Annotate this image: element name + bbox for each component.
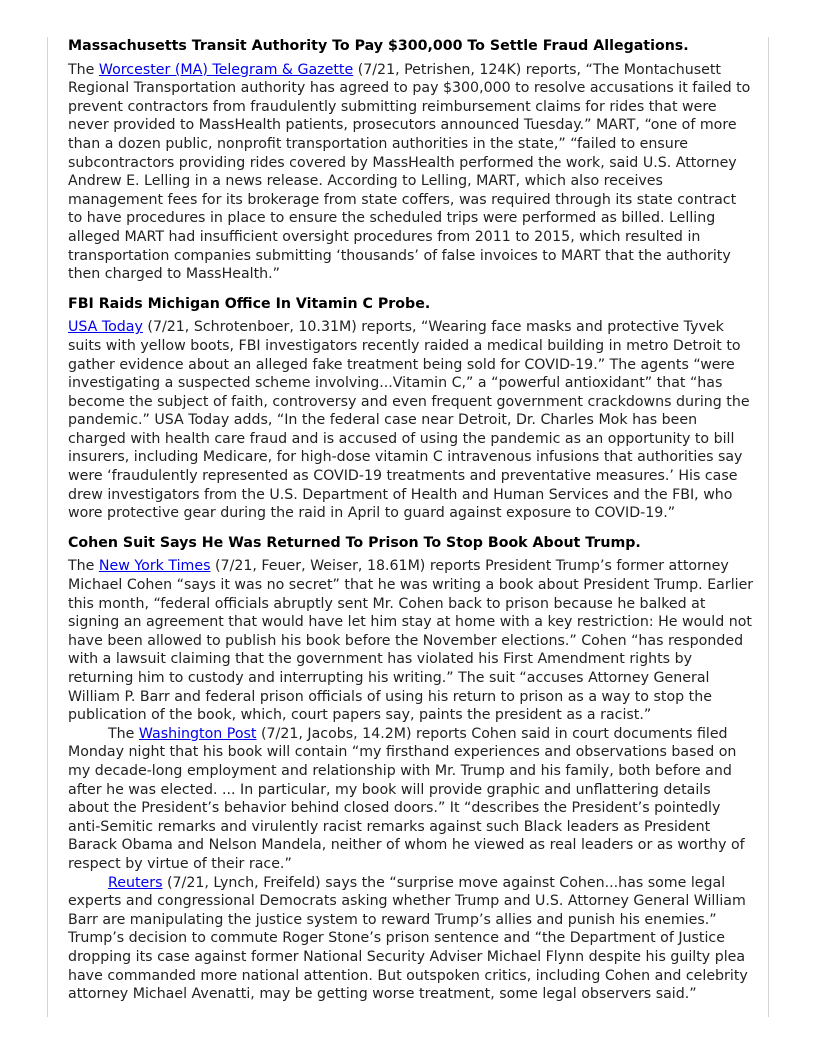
article-headline: Massachusetts Transit Authority To Pay $300,000 To Settle Fraud Allegations. (68, 38, 689, 54)
source-link-worcester-telegram[interactable]: Worcester (MA) Telegram & Gazette (98, 61, 354, 78)
article-fbi-vitamin-c (68, 295, 754, 523)
article-paragraph: The Washington Post (7/21, Jacobs, 14.2M) reports Cohen said in court documents filed Monday night that his book will contain “my firsthand experiences and observations based on my decade-long employment and relationship with Mr. Trump and his family, both before and after he was elected. ... In particular, my book will provide graphic and unflattering details about the President’s behavior behind closed doors.” It “describes the President’s pointedly anti-Semitic remarks and virulently racist remarks against such Black leaders as President Barack Obama and Nelson Mandela, neither of whom he viewed as real leaders or as worthy of respect by virtue of their race.” (68, 725, 745, 872)
source-link-usa-today[interactable]: USA Today (68, 319, 143, 336)
article-headline: Cohen Suit Says He Was Returned To Prison To Stop Book About Trump. (68, 534, 641, 551)
article-mart (68, 37, 754, 284)
article-paragraph: USA Today (7/21, Schrotenboer, 10.31M) reports, “Wearing face masks and protective Tyvek suits with yellow boots, FBI investigators recently raided a medical building in metro Detroit to gather evidence about an alleged fake treatment being sold for COVID-19.” The agents “were investigating a suspected scheme involving...Vitamin C,” a “powerful antioxidant” that “has become the subject of faith, controversy and even frequent government crackdowns during the pandemic.” USA Today adds, “In the federal case near Detroit, Dr. Charles Mok has been charged with health care fraud and is accused of using the pandemic as an opportunity to bill insurers, including Medicare, for high-dose vitamin C intravenous infusions that authorities say were ‘fraudulently represented as COVID-19 treatments and preventative measures.’ His case drew investigators from the U.S. Department of Health and Human Services and the FBI, who wore protective gear during the raid in April to guard against exposure to COVID-19.” (68, 319, 750, 522)
newsletter-content (68, 37, 754, 1015)
article-headline: FBI Raids Michigan Office In Vitamin C Probe. (68, 295, 431, 312)
source-link-reuters[interactable]: Reuters (108, 874, 163, 891)
source-link-new-york-times[interactable]: New York Times (98, 558, 211, 575)
article-cohen-suit (68, 534, 754, 1004)
article-paragraph: The Worcester (MA) Telegram & Gazette (7/21, Petrishen, 124K) reports, “The Montachusett Regional Transportation authority has agreed to pay $300,000 to resolve accusations it failed to prevent contractors from fraudulently submitting reimbursement claims for rides that were never provided to MassHealth patients, prosecutors announced Tuesday.” MART, “one of more than a dozen public, nonprofit transportation authorities in the state,” “failed to ensure subcontractors providing rides covered by MassHealth performed the work, said U.S. Attorney Andrew E. Lelling in a news release. According to Lelling, MART, which also receives management fees for its brokerage from state coffers, was required through its state contract to have procedures in place to ensure the scheduled trips were performed as billed. Lelling alleged MART had insufficient oversight procedures from 2011 to 2015, which resulted in transportation companies submitting ‘thousands’ of false invoices to MART that the authority then charged to MassHealth.” (68, 61, 751, 283)
source-link-washington-post[interactable]: Washington Post (138, 725, 257, 742)
article-paragraph: Reuters (7/21, Lynch, Freifeld) says the “surprise move against Cohen...has some legal experts and congressional Democrats asking whether Trump and U.S. Attorney General William Barr are manipulating the justice system to reward Trump’s allies and punish his enemies.” Trump’s decision to commute Roger Stone’s prison sentence and “the Department of Justice dropping its case against former National Security Adviser Michael Flynn despite his guilty plea have commanded more national attention. But outspoken critics, including Cohen and celebrity attorney Michael Avenatti, may be getting worse treatment, some legal observers said.” (68, 874, 748, 1003)
article-paragraph: The New York Times (7/21, Feuer, Weiser, 18.61M) reports President Trump’s former attorney Michael Cohen “says it was no secret” that he was writing a book about President Trump. Earlier this month, “federal officials abruptly sent Mr. Cohen back to prison because he balked at signing an agreement that would have let him stay at home with a key restriction: He would not have been allowed to publish his book before the November elections.” Cohen “has responded with a lawsuit claiming that the government has violated his First Amendment rights by returning him to custody and interrupting his writing.” The suit “accuses Attorney General William P. Barr and federal prison officials of using his return to prison as a way to stop the publication of the book, which, court papers say, paints the president as a racist.” (68, 558, 754, 724)
